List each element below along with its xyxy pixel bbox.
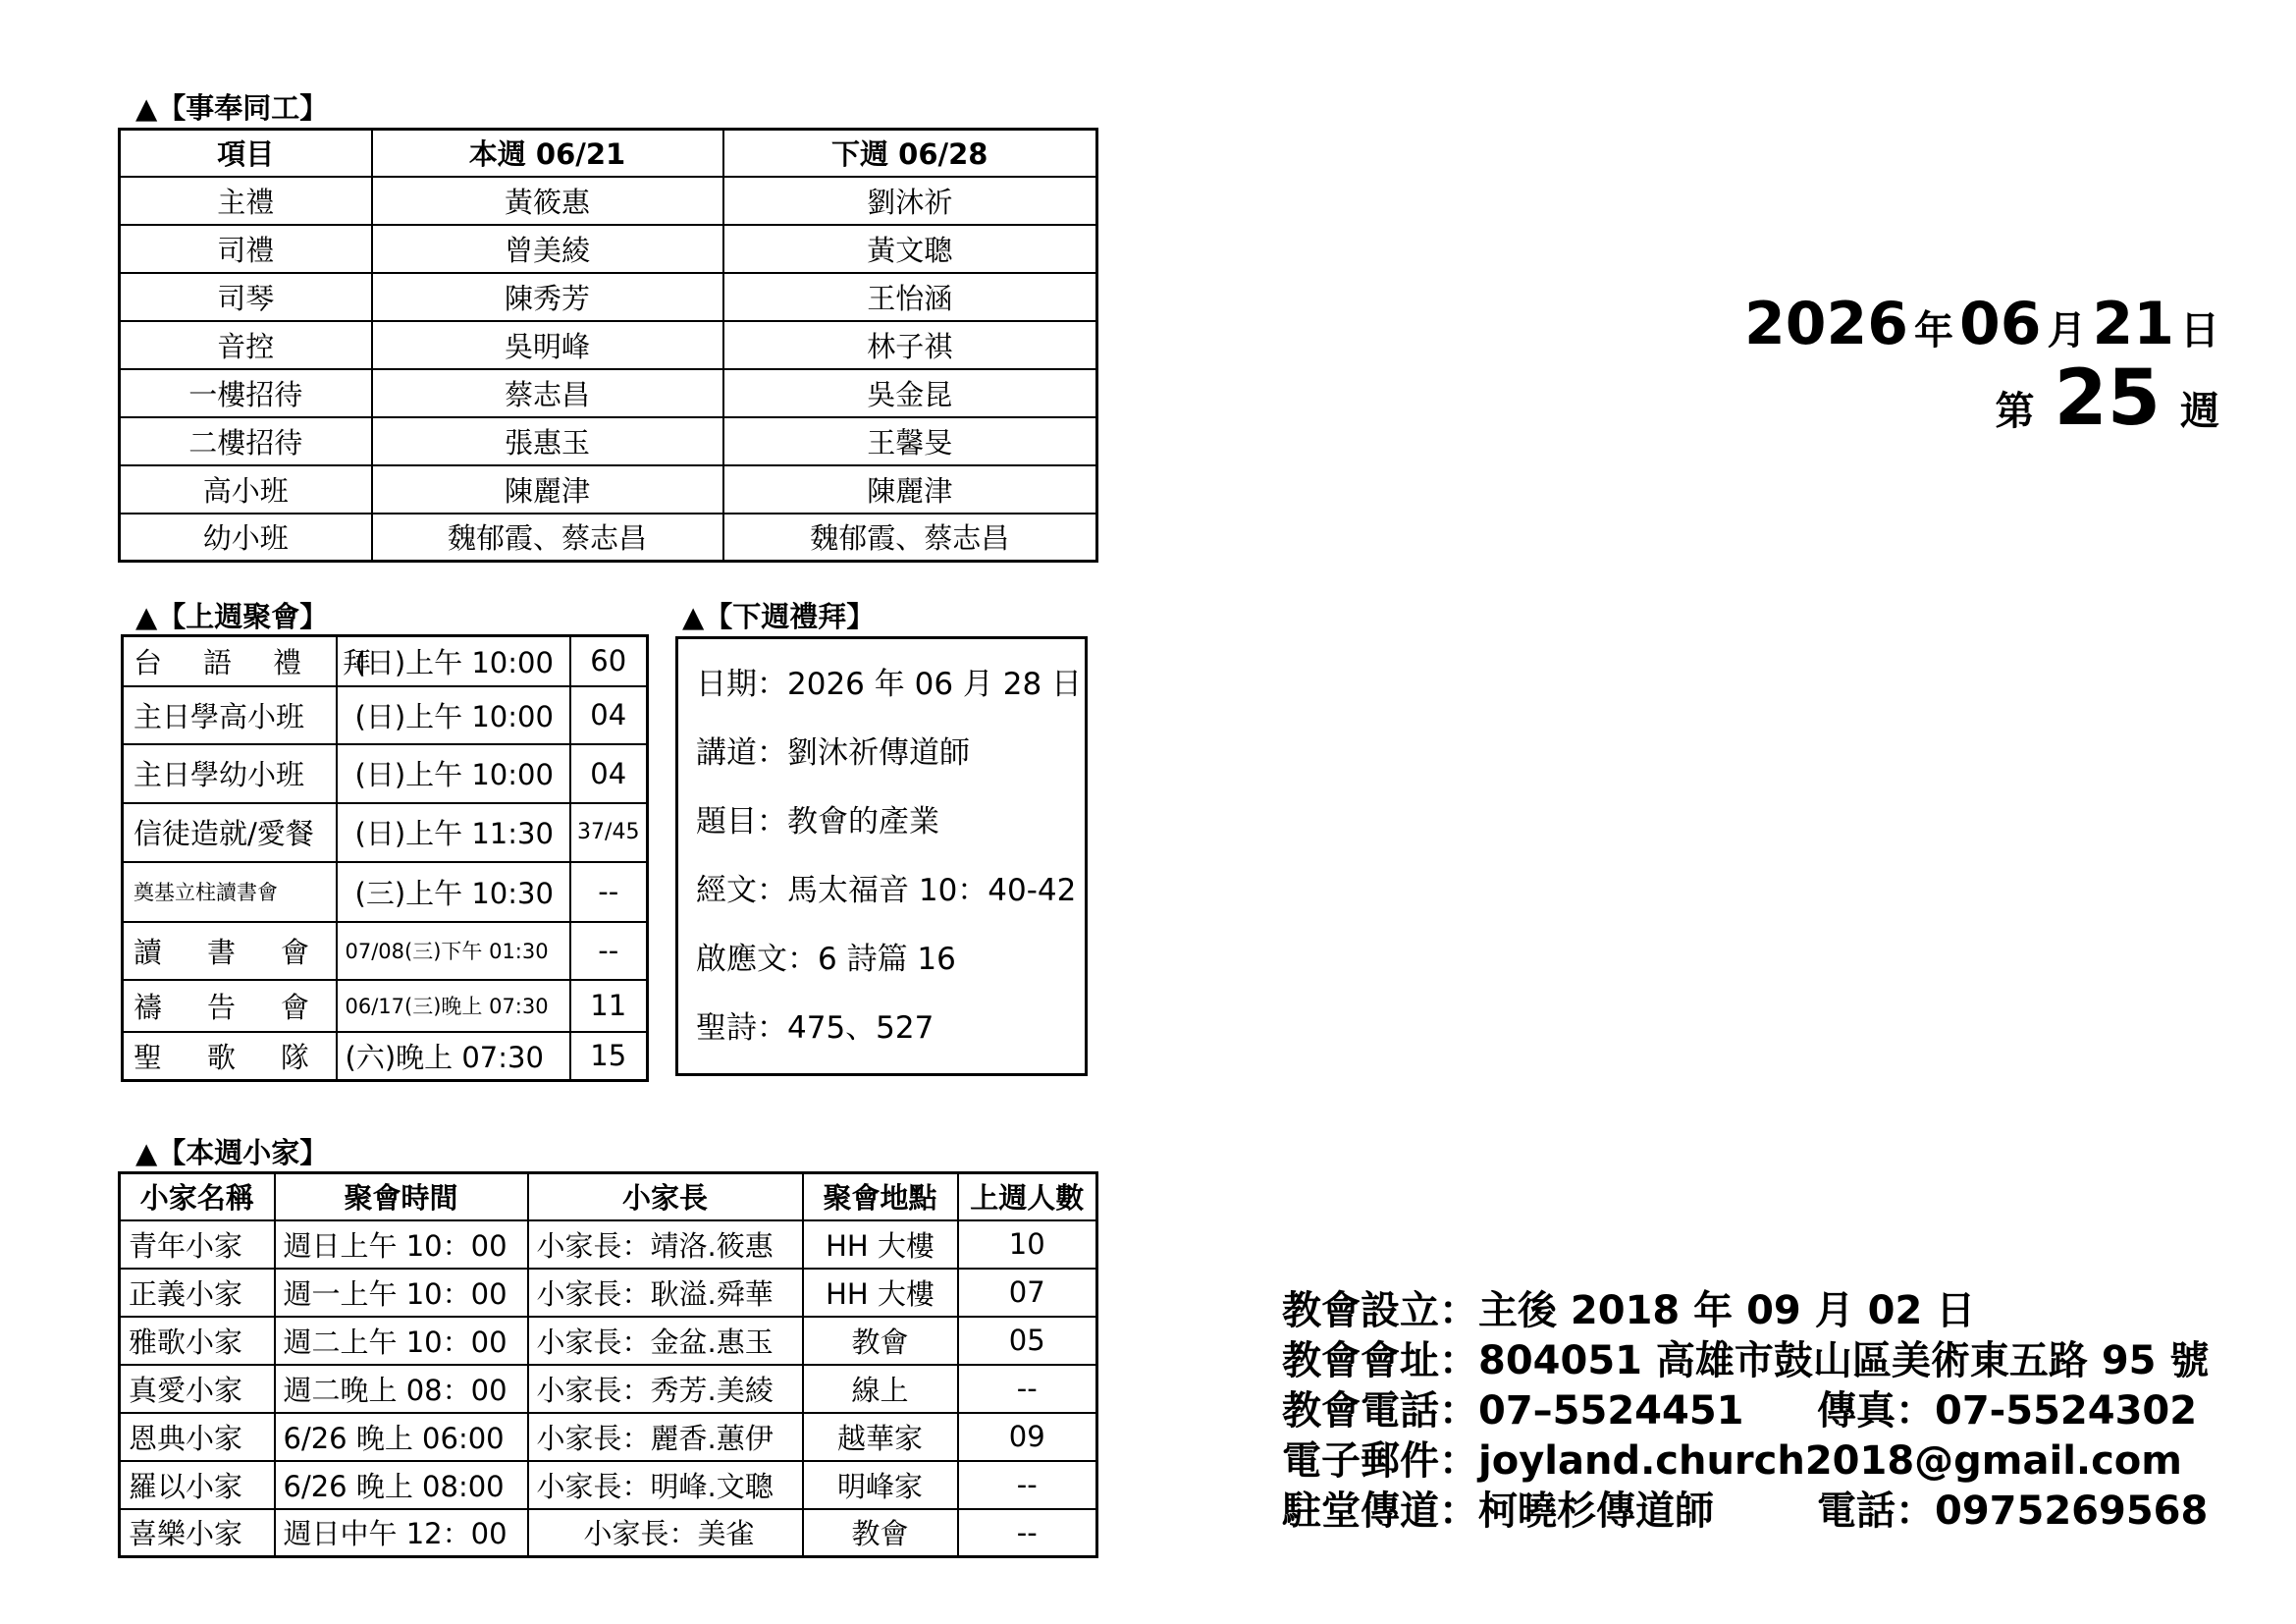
small-group-row bbox=[120, 1365, 1097, 1413]
small-group-cell: 教會 bbox=[803, 1509, 958, 1557]
church-pastor: 駐堂傳道：柯曉杉傳道師 bbox=[1282, 1489, 1714, 1534]
service-team-cell: 吳金昆 bbox=[723, 369, 1097, 417]
small-group-row bbox=[120, 1317, 1097, 1365]
gathering-name: 奠基立柱讀書會 bbox=[123, 862, 337, 922]
gathering-count: 37/45 bbox=[570, 803, 648, 862]
service-team-cell: 劉沐祈 bbox=[723, 177, 1097, 225]
last-week-row bbox=[123, 803, 648, 862]
next-worship-line: 日期：2026 年 06 月 28 日 bbox=[696, 667, 1083, 702]
last-week-title: ▲【上週聚會】 bbox=[135, 600, 329, 633]
next-worship-box bbox=[675, 636, 1088, 1076]
last-week-row bbox=[123, 980, 648, 1032]
service-team-row bbox=[120, 514, 1097, 562]
small-groups-header: 聚會地點 bbox=[803, 1173, 958, 1220]
small-group-cell: 週一上午 10：00 bbox=[275, 1269, 528, 1317]
service-team-row bbox=[120, 177, 1097, 225]
service-team-cell: 陳麗津 bbox=[723, 465, 1097, 514]
last-week-table bbox=[121, 634, 649, 1082]
small-groups-header: 聚會時間 bbox=[275, 1173, 528, 1220]
small-groups-header: 小家長 bbox=[528, 1173, 803, 1220]
service-team-cell: 王馨旻 bbox=[723, 417, 1097, 465]
gathering-name: 禱告會 bbox=[123, 980, 337, 1032]
service-team-cell: 陳秀芳 bbox=[372, 273, 723, 321]
service-team-cell: 黃筱惠 bbox=[372, 177, 723, 225]
small-group-cell: 週二晚上 08：00 bbox=[275, 1365, 528, 1413]
service-team-cell: 張惠玉 bbox=[372, 417, 723, 465]
small-group-cell: 羅以小家 bbox=[120, 1461, 275, 1509]
gathering-name: 主日學幼小班 bbox=[123, 744, 337, 803]
gathering-name: 台語禮拜 bbox=[123, 636, 337, 686]
service-team-cell: 一樓招待 bbox=[120, 369, 372, 417]
gathering-time: 07/08(三)下午 01:30 bbox=[337, 922, 570, 980]
last-week-row bbox=[123, 686, 648, 744]
gathering-time: (六)晚上 07:30 bbox=[337, 1032, 570, 1081]
gathering-count: -- bbox=[570, 922, 648, 980]
gathering-time: (日)上午 11:30 bbox=[337, 803, 570, 862]
small-group-cell: 6/26 晚上 06:00 bbox=[275, 1413, 528, 1461]
service-team-header: 本週 06/21 bbox=[372, 130, 723, 177]
small-groups-header: 上週人數 bbox=[958, 1173, 1097, 1220]
last-week-row bbox=[123, 636, 648, 686]
next-worship-title: ▲【下週禮拜】 bbox=[682, 600, 876, 633]
gathering-time: (三)上午 10:30 bbox=[337, 862, 570, 922]
small-group-cell: 10 bbox=[958, 1220, 1097, 1269]
service-team-cell: 吳明峰 bbox=[372, 321, 723, 369]
service-team-cell: 司禮 bbox=[120, 225, 372, 273]
last-week-row bbox=[123, 862, 648, 922]
service-team-title: ▲【事奉同工】 bbox=[135, 91, 329, 125]
small-group-cell: -- bbox=[958, 1365, 1097, 1413]
small-group-cell: 週日上午 10：00 bbox=[275, 1220, 528, 1269]
gathering-count: 04 bbox=[570, 744, 648, 803]
service-team-row bbox=[120, 273, 1097, 321]
service-team-row bbox=[120, 369, 1097, 417]
service-team-cell: 蔡志昌 bbox=[372, 369, 723, 417]
service-team-table bbox=[118, 128, 1098, 563]
next-worship-line: 啟應文：6 詩篇 16 bbox=[696, 942, 956, 977]
service-team-row bbox=[120, 417, 1097, 465]
service-team-cell: 高小班 bbox=[120, 465, 372, 514]
next-worship-line: 講道：劉沐祈傳道師 bbox=[696, 735, 970, 771]
small-group-cell: HH 大樓 bbox=[803, 1220, 958, 1269]
last-week-row bbox=[123, 922, 648, 980]
bulletin-date bbox=[1744, 290, 2225, 443]
service-team-cell: 音控 bbox=[120, 321, 372, 369]
small-group-cell: 小家長：耿溢.舜華 bbox=[528, 1269, 803, 1317]
small-group-cell: 青年小家 bbox=[120, 1220, 275, 1269]
last-week-row bbox=[123, 1032, 648, 1081]
service-team-cell: 魏郁霞、蔡志昌 bbox=[723, 514, 1097, 562]
service-team-cell: 司琴 bbox=[120, 273, 372, 321]
church-fax: 傳真：07-5524302 bbox=[1817, 1388, 2198, 1434]
small-group-cell: 6/26 晚上 08:00 bbox=[275, 1461, 528, 1509]
service-team-cell: 王怡涵 bbox=[723, 273, 1097, 321]
small-group-cell: 小家長：明峰.文聰 bbox=[528, 1461, 803, 1509]
church-established: 教會設立：主後 2018 年 09 月 02 日 bbox=[1282, 1288, 1976, 1333]
small-group-row bbox=[120, 1413, 1097, 1461]
church-phone: 教會電話：07–5524451 bbox=[1282, 1388, 1744, 1434]
small-group-cell: 教會 bbox=[803, 1317, 958, 1365]
gathering-name: 聖歌隊 bbox=[123, 1032, 337, 1081]
small-groups-header: 小家名稱 bbox=[120, 1173, 275, 1220]
small-groups-header-row bbox=[120, 1173, 1097, 1220]
week-number: 25 bbox=[2054, 354, 2161, 443]
small-group-cell: 小家長：美雀 bbox=[528, 1509, 803, 1557]
date-year-unit: 年 bbox=[1914, 308, 1953, 353]
small-group-cell: -- bbox=[958, 1461, 1097, 1509]
gathering-count: 04 bbox=[570, 686, 648, 744]
date-day: 21 bbox=[2092, 290, 2174, 358]
small-group-row bbox=[120, 1461, 1097, 1509]
service-team-cell: 陳麗津 bbox=[372, 465, 723, 514]
small-group-cell: 明峰家 bbox=[803, 1461, 958, 1509]
gathering-time: (日)上午 10:00 bbox=[337, 636, 570, 686]
gathering-time: (日)上午 10:00 bbox=[337, 744, 570, 803]
small-group-cell: 小家長：秀芳.美綾 bbox=[528, 1365, 803, 1413]
small-group-cell: 07 bbox=[958, 1269, 1097, 1317]
date-year: 2026 bbox=[1744, 290, 1908, 358]
small-group-cell: -- bbox=[958, 1509, 1097, 1557]
gathering-name: 信徒造就/愛餐 bbox=[123, 803, 337, 862]
small-group-row bbox=[120, 1269, 1097, 1317]
gathering-name: 讀書會 bbox=[123, 922, 337, 980]
church-email[interactable]: 電子郵件：joyland.church2018@gmail.com bbox=[1282, 1438, 2182, 1484]
next-worship-line: 經文：馬太福音 10：40-42 bbox=[696, 873, 1077, 908]
small-group-cell: 喜樂小家 bbox=[120, 1509, 275, 1557]
small-group-cell: 09 bbox=[958, 1413, 1097, 1461]
last-week-row bbox=[123, 744, 648, 803]
service-team-cell: 幼小班 bbox=[120, 514, 372, 562]
service-team-cell: 曾美綾 bbox=[372, 225, 723, 273]
small-group-cell: 真愛小家 bbox=[120, 1365, 275, 1413]
next-worship-line: 聖詩：475、527 bbox=[696, 1010, 934, 1046]
small-group-cell: 小家長：靖洛.筱惠 bbox=[528, 1220, 803, 1269]
small-group-row bbox=[120, 1220, 1097, 1269]
date-month-unit: 月 bbox=[2047, 308, 2087, 353]
small-group-cell: 小家長：金盆.惠玉 bbox=[528, 1317, 803, 1365]
gathering-count: 11 bbox=[570, 980, 648, 1032]
small-group-cell: 小家長：麗香.蕙伊 bbox=[528, 1413, 803, 1461]
service-team-cell: 二樓招待 bbox=[120, 417, 372, 465]
next-worship-line: 題目：教會的產業 bbox=[696, 804, 939, 839]
service-team-row bbox=[120, 225, 1097, 273]
gathering-count: 15 bbox=[570, 1032, 648, 1081]
small-group-row bbox=[120, 1509, 1097, 1557]
small-group-cell: 線上 bbox=[803, 1365, 958, 1413]
small-groups-title: ▲【本週小家】 bbox=[135, 1136, 329, 1169]
service-team-row bbox=[120, 465, 1097, 514]
week-prefix: 第 bbox=[1995, 389, 2035, 434]
small-group-cell: 05 bbox=[958, 1317, 1097, 1365]
service-team-cell: 黃文聰 bbox=[723, 225, 1097, 273]
service-team-cell: 魏郁霞、蔡志昌 bbox=[372, 514, 723, 562]
date-month: 06 bbox=[1959, 290, 2042, 358]
gathering-count: -- bbox=[570, 862, 648, 922]
church-info bbox=[1282, 1286, 2209, 1537]
small-group-cell: 週日中午 12：00 bbox=[275, 1509, 528, 1557]
small-groups-table bbox=[118, 1171, 1098, 1558]
pastor-phone: 電話：0975269568 bbox=[1817, 1489, 2209, 1534]
small-group-cell: HH 大樓 bbox=[803, 1269, 958, 1317]
service-team-cell: 主禮 bbox=[120, 177, 372, 225]
service-team-header: 項目 bbox=[120, 130, 372, 177]
gathering-time: 06/17(三)晚上 07:30 bbox=[337, 980, 570, 1032]
small-group-cell: 恩典小家 bbox=[120, 1413, 275, 1461]
service-team-header: 下週 06/28 bbox=[723, 130, 1097, 177]
small-group-cell: 正義小家 bbox=[120, 1269, 275, 1317]
gathering-count: 60 bbox=[570, 636, 648, 686]
service-team-header-row bbox=[120, 130, 1097, 177]
church-address: 教會會址：804051 高雄市鼓山區美術東五路 95 號 bbox=[1282, 1338, 2210, 1383]
date-day-unit: 日 bbox=[2180, 308, 2219, 353]
small-group-cell: 週二上午 10：00 bbox=[275, 1317, 528, 1365]
gathering-time: (日)上午 10:00 bbox=[337, 686, 570, 744]
small-group-cell: 越華家 bbox=[803, 1413, 958, 1461]
small-group-cell: 雅歌小家 bbox=[120, 1317, 275, 1365]
service-team-cell: 林子祺 bbox=[723, 321, 1097, 369]
week-suffix: 週 bbox=[2180, 389, 2219, 434]
gathering-name: 主日學高小班 bbox=[123, 686, 337, 744]
service-team-row bbox=[120, 321, 1097, 369]
